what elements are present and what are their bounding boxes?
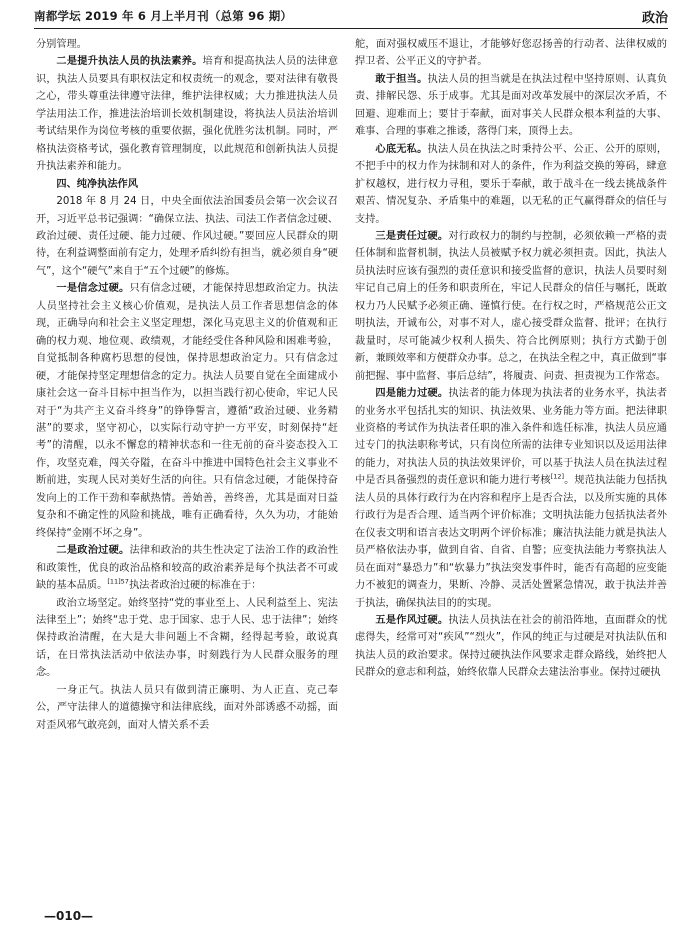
paragraph-lead: 二是提升执法人员的执法素养。	[56, 56, 203, 68]
running-header	[34, 6, 668, 29]
right-column	[355, 36, 667, 891]
paragraph-body: 法律和政治的共生性决定了法治工作的政治性和政策性，优良的政治品格和较高的政治素养是每个执法者不可或缺的基本品质。	[36, 545, 338, 592]
citation-ref: [12]	[550, 472, 565, 481]
paragraph-body: 只有信念过硬，才能保持思想政治定力。执法人员坚持社会主义核心价值观，是执法人员工作者思想信念的体现，正确导向和社会主义坚定理想，深化马克思主义的价值观和正确的权力观、地位观、政绩观，才能经受住各种风险和困难考验，自觉抵制各种腐朽思想的侵蚀，保持思想政治定力。只有信念过硬，才能保持坚定理想信念的定力。执法人员要自觉在全面建成小康社会这一奋斗目标中担当作为，以担当践行初心使命，牢记人民对于“为共产主义奋斗终身”的铮铮誓言，遵循“政治过硬、业务精湛”的要求，坚守初心，以实际行动守护一方平安，时刻保持“赶考”的清醒，以永不懈怠的精神状态和一往无前的奋斗姿态投入工作，攻坚克难，闯关夺隘，在奋斗中推进中国特色社会主义事业不断前进，实现人民对美好生活的向往。只有信念过硬，才能保持奋发向上的工作干劲和奉献热情。善始善，善终善，尤其是面对日益复杂和不确定性的风险和挑战，唯有正确看待，久久为功，才能始终保持“金刚不坏之身”。	[36, 283, 338, 539]
left-column	[36, 36, 338, 891]
paragraph	[355, 228, 667, 385]
paragraph-body: 执法人员在执法之时秉持公平、公正、公开的原则，不把手中的权力作为抹制和对人的条件，作为利益交换的筹码，肆意扩权越权，进行权力寻租，要乐于奉献，敢于战斗在一线去挑战条件艰苦、情况复杂、矛盾集中的难题，以无私的正气赢得群众的信任与支持。	[355, 143, 667, 225]
paragraph	[355, 612, 667, 682]
paragraph	[355, 385, 667, 612]
paragraph-lead: 敢于担当。	[375, 73, 428, 85]
paragraph	[36, 53, 338, 175]
paragraph-lead: 三是责任过硬。	[375, 230, 449, 242]
paragraph-lead: 二是政治过硬。	[56, 545, 130, 557]
paragraph-lead: 四是能力过硬。	[375, 388, 449, 400]
paragraph-lead: 一是信念过硬。	[56, 283, 130, 295]
section-label: 政治	[641, 11, 668, 26]
paragraph	[355, 71, 667, 141]
paragraph	[36, 542, 338, 594]
paragraph-body: 对行政权力的制约与控制，必须依赖一严格的责任体制和监督机制，执法人员被赋予权力就必须担责。因此，执法人员执法时应该有强烈的责任意识和接受监督的意识，执法人员要时刻牢记自己肩上的任务和职责所在，牢记人民群众的信任与嘱托，既敢权力乃人民赋予必须正确、谨慎行使。在行权之时，严格规范公正文明执法，开诚布公，对事不对人，虚心接受群众监督、批评；在执行裁量时，尽可能减少权利人损失、符合比例原则；执行方式勤于创新，兼顾效率和方便群众办事。总之，在执法全程之中，真正做到“事前把握、事中监督、事后总结”，将履责、问责、担责视为工作常态。	[355, 230, 667, 382]
paragraph-body: 培育和提高执法人员的法律意识，执法人员要具有职权法定和权责统一的观念，要对法律有敬畏之心，带头尊重法律遵守法律，维护法律权威；大力推进执法人员学法用法工作，推进法治培训长效机制建设，将执法人员法治培训考试结果作为岗位考核的重要依据，强化优胜劣汰机制。同时，严格执法资格考试，强化教育管理制度，以此规范和创新执法人员提升执法素养和能力。	[36, 56, 338, 173]
citation-ref: [11]57	[107, 577, 129, 586]
section-heading: 四、纯净执法作风	[56, 178, 138, 190]
paragraph-tail: 。规范执法能力包括执法人员的具体行政行为在内容和程序上是否合法，以及所实施的具体行政行为是否合理、适当两个评价标准；文明执法能力包括执法者外在仪表文明和语言表达文明两个评价标准；廉洁执法能力就是执法人员严格依法办事，做到自省、自省、自警；应变执法能力考察执法人员在面对“暴恐力”和“软暴力”执法突发事件时，能否有高超的应变能力不被犯的调查力，果断、冷静、灵活处置紧急情况，敢于执法并善于执法，确保执法目的的实现。	[355, 475, 667, 609]
paragraph: 一身正气。执法人员只有做到清正廉明、为人正直、克己奉公，严守法律人的道德操守和法律底线，面对外部诱惑不动摇，面对歪风邪气敢亮剑，面对人情关系不丢	[36, 684, 338, 731]
paragraph: 2018 年 8 月 24 日，中央全面依法治国委员会第一次会议召开，习近平总书记强调：“确保立法、执法、司法工作者信念过硬、政治过硬、责任过硬、能力过硬、作风过硬。”要回应人民群众的期待，在利益调整面前有定力，处理矛盾纠纷有担当，就必须自身“硬气”，这个“硬气”来自于“五个过硬”的修炼。	[36, 196, 338, 277]
paragraph: 舵，面对强权威压不退让，才能够好您忍扬善的行动者、法律权威的捍卫者、公平正义的守护者。	[355, 39, 667, 68]
page-number: —010—	[44, 909, 94, 923]
paragraph: 政治立场坚定。始终坚持“党的事业至上、人民利益至上、宪法法律至上”；始终“忠于党、忠于国家、忠于人民、忠于法律”；始终保持政治清醒，在大是大非问题上不含糊，经得起考验，敢说真话，在日常执法活动中依法办事，时刻践行为人民群众服务的理念。	[36, 597, 338, 679]
paragraph-tail: 执法者政治过硬的标准在于：	[128, 580, 262, 592]
paragraph-body: 执法人员执法在社会的前沿阵地，直面群众的忧虑得失，经常可对“疾风”“烈火”，作风的纯正与过硬是对执法队伍和执法人员的政治要求。保持过硬执法作风要求走群众路线，始终把人民群众的意志和利益，始终依靠人民群众去建法治事业。保持过硬执	[355, 614, 667, 679]
paragraph	[355, 141, 667, 228]
journal-title: 南都学坛 2019 年 6 月上半月刊（总第 96 期）	[34, 9, 293, 23]
paragraph-lead: 五是作风过硬。	[375, 614, 449, 626]
paragraph-body: 执法者的能力体现为执法者的业务水平，执法者的业务水平包括扎实的知识、执法效果、业务能力等方面。把法律职业资格的考试作为执法者任职的准入条件和选任标准，执法人员应通过专门的执法职称考试，只有岗位所需的法律专业知识以及运用法律的能力，对执法人员的执法效果评价，可以基于执法人员在执法过程中是否具备强烈的责任意识和能力进行考核	[355, 388, 667, 487]
paragraph-lead: 心底无私。	[375, 143, 428, 155]
paragraph-body: 执法人员的担当就是在执法过程中坚持原则、认真负责、排解民怨、乐于成事。尤其是面对改革发展中的深层次矛盾，不回避、迎难而上；要甘于奉献，面对事关人民群众根本利益的大事、难事、合理的事难之推诿，落得门来，顶得上去。	[355, 73, 667, 138]
paragraph	[36, 280, 338, 542]
paragraph: 分别管理。	[36, 39, 87, 50]
